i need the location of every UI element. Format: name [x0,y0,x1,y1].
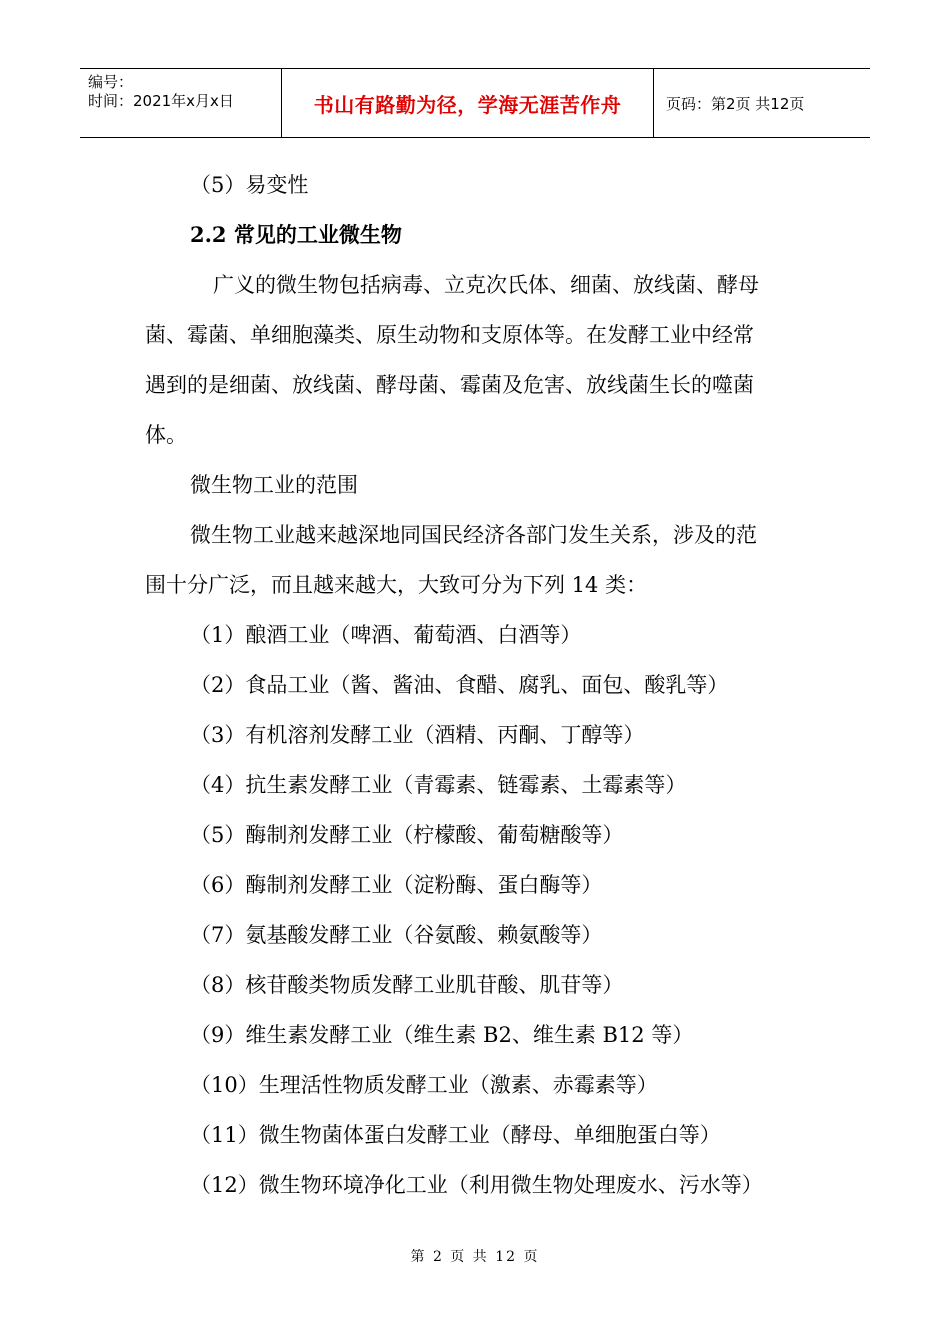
section-heading: 2.2 常见的工业微生物 [190,222,402,247]
header-motto: 书山有路勤为径，学海无涯苦作舟 [282,69,654,137]
list-item: （11）微生物菌体蛋白发酵工业（酵母、单细胞蛋白等） [190,1123,721,1147]
list-item: （2）食品工业（酱、酱油、食醋、腐乳、面包、酸乳等） [190,673,729,697]
list-item: （3）有机溶剂发酵工业（酒精、丙酮、丁醇等） [190,723,645,747]
list-item: （9）维生素发酵工业（维生素 B2、维生素 B12 等） [190,1023,694,1047]
paragraph-line: 围十分广泛，而且越来越大，大致可分为下列 14 类： [145,573,648,597]
time-label: 时间：2021年x月x日 [88,92,234,110]
list-item: （6）酶制剂发酵工业（淀粉酶、蛋白酶等） [190,873,603,897]
list-item: （8）核苷酸类物质发酵工业肌苷酸、肌苷等） [190,973,624,997]
list-item: （12）微生物环境净化工业（利用微生物处理废水、污水等） [190,1173,763,1197]
list-item: （5）易变性 [190,173,309,197]
list-item: （10）生理活性物质发酵工业（激素、赤霉素等） [190,1073,658,1097]
paragraph-line: 体。 [145,423,187,447]
paragraph-line: 广义的微生物包括病毒、立克次氏体、细菌、放线菌、酵母 [213,273,759,297]
list-item: （1）酿酒工业（啤酒、葡萄酒、白酒等） [190,623,582,647]
document-header [80,68,870,138]
document-body [145,160,810,1210]
number-label: 编号： [88,73,134,91]
list-item: （7）氨基酸发酵工业（谷氨酸、赖氨酸等） [190,923,603,947]
header-meta [80,69,282,137]
list-item: （5）酶制剂发酵工业（柠檬酸、葡萄糖酸等） [190,823,624,847]
scope-title: 微生物工业的范围 [190,473,358,497]
header-page-code: 页码：第2页 共12页 [666,94,805,113]
paragraph-line: 菌、霉菌、单细胞藻类、原生动物和支原体等。在发酵工业中经常 [145,323,754,347]
paragraph-line: 微生物工业越来越深地同国民经济各部门发生关系，涉及的范 [190,523,757,547]
list-item: （4）抗生素发酵工业（青霉素、链霉素、土霉素等） [190,773,687,797]
paragraph-line: 遇到的是细菌、放线菌、酵母菌、霉菌及危害、放线菌生长的噬菌 [145,373,754,397]
page-footer: 第 2 页 共 12 页 [410,1249,540,1265]
